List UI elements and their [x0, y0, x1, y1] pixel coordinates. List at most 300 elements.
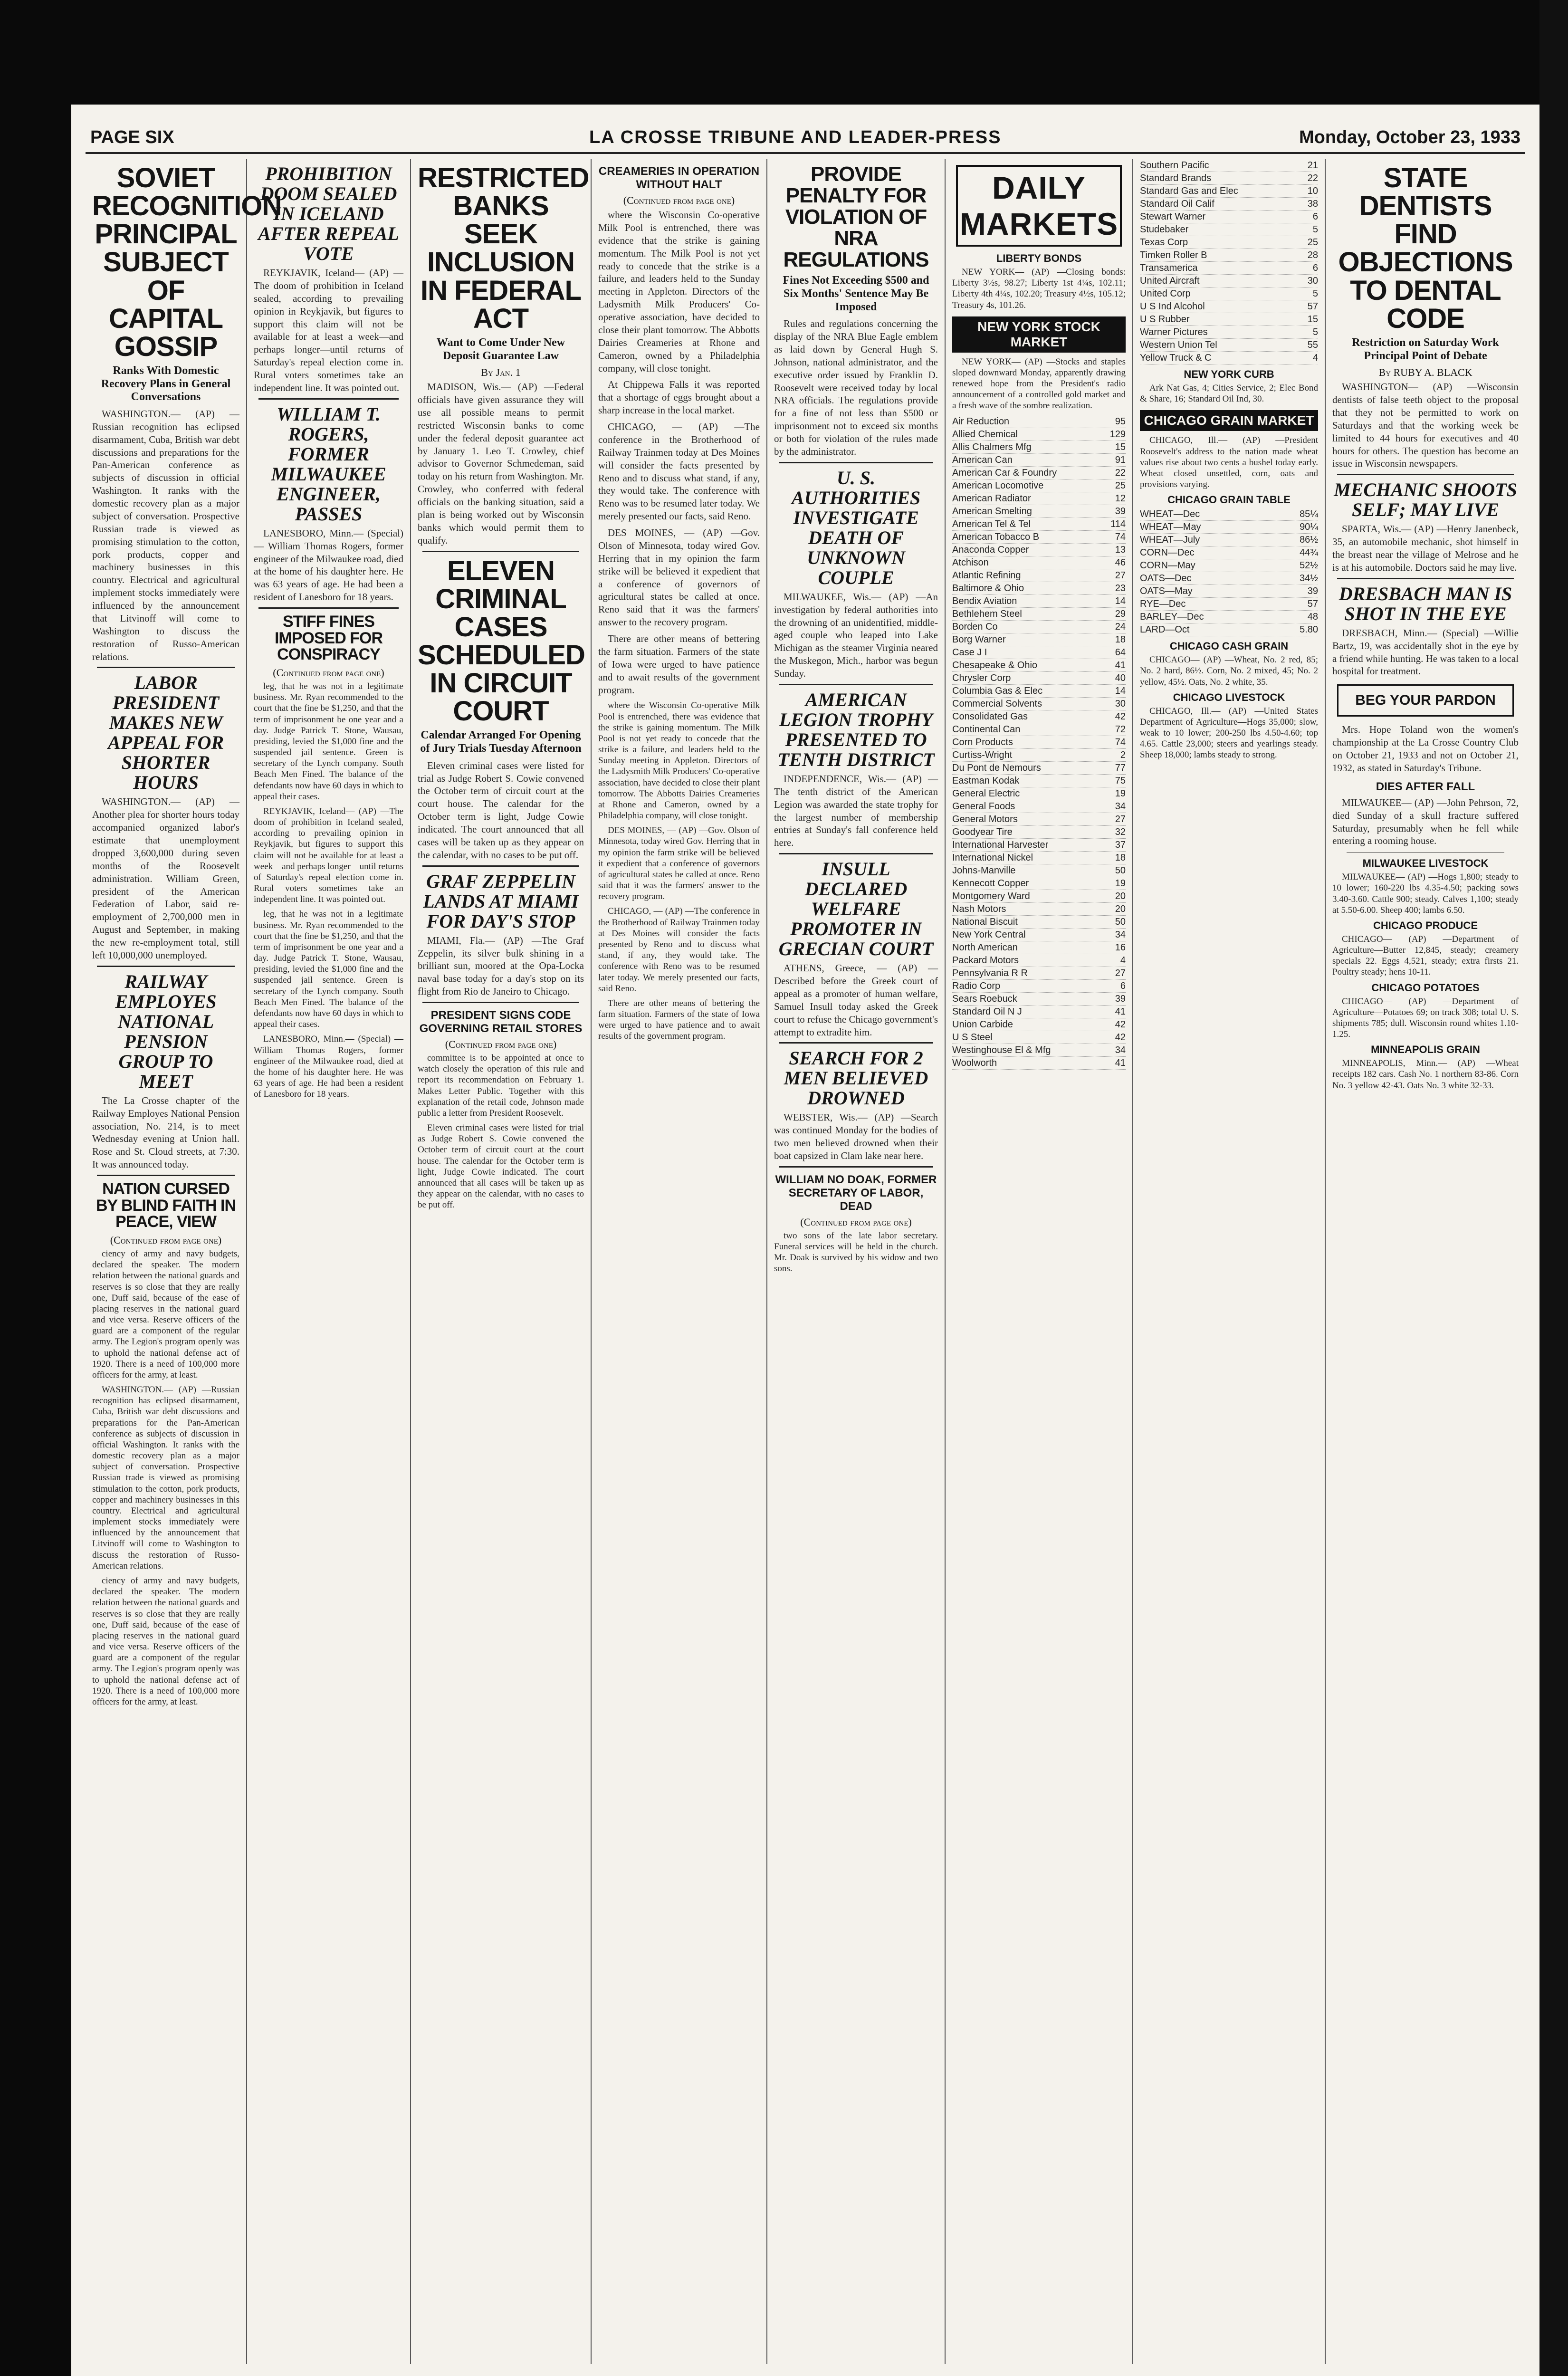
quote-name: Nash Motors [952, 903, 1006, 914]
quote-name: Warner Pictures [1140, 327, 1208, 337]
quote-row [952, 569, 1126, 582]
quote-name: U S Ind Alcohol [1140, 301, 1205, 312]
quote-value: 25 [1307, 237, 1318, 248]
quote-value: 19 [1115, 788, 1126, 799]
quote-name: Timken Roller B [1140, 250, 1207, 260]
quote-name: Continental Can [952, 724, 1021, 735]
quote-value: 39 [1115, 506, 1126, 517]
article-body: LANESBORO, Minn.— (Special) — William Thomas Rogers, former engineer of the Milwaukee road, died at the home of his daughter here. He was 63 years of age. He had been a resident of Lanesboro for 18 years. [254, 527, 403, 603]
article-body: Eleven criminal cases were listed for trial as Judge Robert S. Cowie convened the October term of circuit court at the court house. The calendar for the October term is light, Judge Cowie indicated. The court announced that all cases will be taken up as they appear on the calendar, with no cases to be put off. [418, 759, 584, 861]
quote-value: 86½ [1300, 535, 1318, 546]
quote-row [952, 877, 1126, 890]
quote-name: Studebaker [1140, 224, 1189, 235]
issue-date: Monday, October 23, 1933 [1299, 127, 1520, 147]
headline-insull: INSULL DECLARED WELFARE PROMOTER IN GRECIAN COURT [778, 858, 934, 960]
quote-value: 40 [1115, 672, 1126, 683]
quote-row [1140, 185, 1318, 198]
quote-row [1140, 508, 1318, 521]
quote-row [952, 467, 1126, 479]
quote-name: Du Pont de Nemours [952, 762, 1041, 773]
article-body-continued: CHICAGO, — (AP) —The conference in the Brotherhood of Railway Trainmen today at Des Moines will consider the facts presented by Reno and to discuss what stand, if any, they would take. The conference with Reno was to be resumed later today. We merely presented our facts, said Reno. [598, 906, 760, 994]
article-body: leg, that he was not in a legitimate business. Mr. Ryan recommended to the court that the fine be $1,250, and that the term of imprisonment be one year and a day. Judge Patrick T. Stone, Wausau, presiding, levied the $1,000 fine and the suspended jail sentence. Green is secretary of the Lynch company. South Beach Men Fined. The balance of the defendants now have 60 days in which to appeal their cases. [254, 681, 403, 802]
quote-name: Standard Brands [1140, 173, 1212, 183]
quote-row [1140, 559, 1318, 572]
quote-value: 6 [1312, 263, 1318, 273]
article-body: SPARTA, Wis.— (AP) —Henry Janenbeck, 35, an automobile mechanic, shot himself in the breast near the village of Melrose and he is at his automobile. Doctors said he may live. [1332, 523, 1519, 573]
quote-name: Union Carbide [952, 1019, 1013, 1030]
quote-value: 42 [1115, 1032, 1126, 1043]
headline-investigate-death: U. S. AUTHORITIES INVESTIGATE DEATH OF UNKNOWN COUPLE [791, 467, 921, 588]
quote-row [952, 1057, 1126, 1070]
quote-row [952, 531, 1126, 544]
chicago-produce-text: CHICAGO— (AP) —Department of Agriculture—Butter 12,845, steady; creamery specials 22. Eggs 4,521, steady; extra firsts 21. Poultry steady; hens 10-11. [1332, 934, 1519, 977]
quote-row [1140, 287, 1318, 300]
headline-graf-zeppelin: GRAF ZEPPELIN LANDS AT MIAMI FOR DAY'S STOP [423, 870, 579, 932]
quote-value: 5 [1312, 224, 1318, 235]
column-area [86, 159, 1525, 2364]
quote-row [952, 762, 1126, 775]
continued-note: (Continued from page one) [273, 667, 384, 679]
quote-value: 41 [1115, 660, 1126, 671]
quote-name: Texas Corp [1140, 237, 1188, 248]
quote-value: 4 [1120, 955, 1126, 966]
quote-value: 27 [1115, 570, 1126, 581]
quote-row [952, 852, 1126, 864]
grain-market-head: CHICAGO GRAIN MARKET [1140, 410, 1318, 431]
headline-doak-dead: WILLIAM NO DOAK, FORMER SECRETARY OF LABOR, DEAD [775, 1173, 937, 1213]
quote-row [952, 582, 1126, 595]
article-body: REYKJAVIK, Iceland— (AP) —The doom of prohibition in Iceland sealed, according to prevailing opinion in Reykjavik, but figures to support this claim will not be available for at least a week—and perhaps longer—until returns of Saturday's repeal election come in. Rural voters sometimes take an independent line. It was pointed out. [254, 267, 403, 393]
headline-william-rogers: WILLIAM T. ROGERS, FORMER MILWAUKEE ENGINEER, PASSES [271, 403, 386, 525]
quote-value: 13 [1115, 544, 1126, 555]
quote-row [952, 775, 1126, 787]
article-body: INDEPENDENCE, Wis.— (AP) —The tenth district of the American Legion was awarded the state trophy for the largest number of membership entries at Sunday's fall conference held here. [774, 773, 938, 849]
quote-row [952, 633, 1126, 646]
quote-name: Case J I [952, 647, 987, 658]
quote-name: Corn Products [952, 737, 1013, 747]
quote-name: General Electric [952, 788, 1020, 799]
divider [258, 398, 399, 400]
stock-quote-list [952, 415, 1126, 1070]
quote-row [1140, 585, 1318, 598]
quote-name: Columbia Gas & Elec [952, 685, 1043, 696]
article-body: ATHENS, Greece, — (AP) —Described before the Greek court of appeal as a promoter of human welfare, Samuel Insull today asked the Greek court to refuse the Chicago government's attempt to extradite him. [774, 962, 938, 1038]
chicago-produce-head: CHICAGO PRODUCE [1373, 919, 1478, 931]
quote-row [1140, 172, 1318, 185]
headline-creameries: CREAMERIES IN OPERATION WITHOUT HALT [598, 165, 760, 191]
quote-row [1140, 300, 1318, 313]
newspaper-name: LA CROSSE TRIBUNE AND LEADER-PRESS [589, 127, 1002, 147]
quote-value: 5 [1312, 288, 1318, 299]
quote-value: 22 [1307, 173, 1318, 183]
article-body: committee is to be appointed at once to watch closely the operation of this rule and report its recommendation on February 1. Makes Letter Public. Together with this explanation of the retail code, Johnson made public a letter from President Roosevelt. [418, 1053, 584, 1118]
article-body: At Chippewa Falls it was reported that a shortage of eggs brought about a sharp increase in the local market. [598, 379, 760, 416]
quote-value: 52½ [1300, 560, 1318, 571]
quote-value: 18 [1115, 634, 1126, 645]
byline: By Jan. 1 [481, 366, 521, 379]
daily-markets-title: DAILY MARKETS [956, 165, 1122, 247]
quote-row [952, 864, 1126, 877]
divider [97, 667, 235, 668]
quote-name: CORN—May [1140, 560, 1195, 571]
quote-name: Air Reduction [952, 416, 1010, 427]
quote-value: 72 [1115, 724, 1126, 735]
quote-value: 14 [1115, 595, 1126, 606]
quote-value: 42 [1115, 711, 1126, 722]
quote-value: 22 [1115, 467, 1126, 478]
article-body: DRESBACH, Minn.— (Special) —Willie Bartz, 19, was accidentally shot in the eye by a friend while hunting. He was taken to a local hospital for treatment. [1332, 627, 1519, 677]
quote-value: 50 [1115, 916, 1126, 927]
cash-grain-text: CHICAGO— (AP) —Wheat, No. 2 red, 85; No. 2 hard, 86½. Corn, No. 2 mixed, 45; No. 2 yellow, 45½. Oats, No. 2 white, 35. [1140, 655, 1318, 687]
quote-row [1140, 236, 1318, 249]
quote-row [952, 800, 1126, 813]
article-body: There are other means of bettering the farm situation. Farmers of the state of Iowa were urged to have patience and to await results of the government program. [598, 633, 760, 696]
milwaukee-livestock-text: MILWAUKEE— (AP) —Hogs 1,800; steady to 10 lower; 160-220 lbs 4.35-4.50; packing sows 3.40-3.60. Cattle 900; steady. Calves 1,100; steady at 5.50-6.00. Sheep 400; lambs 6.50. [1332, 872, 1519, 915]
quote-value: 77 [1115, 762, 1126, 773]
quote-name: Standard Oil N J [952, 1006, 1022, 1017]
quote-row [1140, 198, 1318, 211]
quote-row [1140, 159, 1318, 172]
article-body-continued: Eleven criminal cases were listed for trial as Judge Robert S. Cowie convened the October term of circuit court at the court house. The calendar for the October term is light, Judge Cowie indicated. The court announced that all cases will be taken up as they appear on the calendar, with no cases to be put off. [418, 1123, 584, 1210]
quote-row [1140, 339, 1318, 352]
quote-name: CORN—Dec [1140, 547, 1195, 558]
quote-value: 41 [1115, 1006, 1126, 1017]
quote-value: 48 [1307, 612, 1318, 623]
quote-name: Chesapeake & Ohio [952, 660, 1038, 671]
headline-labor-president: LABOR PRESIDENT MAKES NEW APPEAL FOR SHORTER HOURS [107, 672, 224, 794]
quote-value: 114 [1110, 518, 1126, 529]
quote-row [952, 980, 1126, 993]
divider [1347, 852, 1504, 853]
article-body: WEBSTER, Wis.— (AP) —Search was continued Monday for the bodies of two men believed drowned when their boat capsized in Clam lake near here. [774, 1111, 938, 1162]
subhead: Want to Come Under New Deposit Guarantee Law [436, 336, 565, 362]
liberty-bonds-text: NEW YORK— (AP) —Closing bonds: Liberty 3½s, 98.27; Liberty 1st 4¼s, 102.11; Liberty 4th 4¼s, 102.20; Treasury 4½s, 105.12; Treasury 4s, 101.26. [952, 267, 1126, 310]
column-2 [247, 159, 411, 2364]
quote-value: 90¼ [1300, 522, 1318, 533]
quote-value: 39 [1115, 993, 1126, 1004]
divider [422, 865, 579, 867]
quote-name: Kennecott Copper [952, 878, 1029, 889]
quote-value: 91 [1115, 454, 1126, 465]
cash-grain-head: CHICAGO CASH GRAIN [1169, 640, 1289, 652]
quote-row [952, 929, 1126, 941]
quote-row [1140, 223, 1318, 236]
quote-value: 28 [1307, 250, 1318, 260]
quote-name: OATS—Dec [1140, 573, 1192, 584]
quote-row [952, 903, 1126, 916]
quote-value: 15 [1115, 441, 1126, 452]
quote-row [952, 787, 1126, 800]
minneapolis-grain-text: MINNEAPOLIS, Minn.— (AP) —Wheat receipts 182 cars. Cash No. 1 northern 83-86. Corn No. 3 yellow 42-43. Oats No. 3 white 32-33. [1332, 1058, 1519, 1091]
article-body-continued: LANESBORO, Minn.— (Special) — William Thomas Rogers, former engineer of the Milwaukee road, died at the home of his daughter here. He was 63 years of age. He had been a resident of Lanesboro for 18 years. [254, 1034, 403, 1100]
quote-name: Standard Oil Calif [1140, 199, 1214, 209]
quote-name: Montgomery Ward [952, 891, 1030, 901]
quote-value: 37 [1115, 839, 1126, 850]
quote-row [952, 492, 1126, 505]
quote-value: 32 [1115, 826, 1126, 837]
quote-value: 27 [1115, 968, 1126, 978]
quote-value: 55 [1307, 340, 1318, 350]
quote-value: 50 [1115, 865, 1126, 876]
column-8 [1326, 159, 1525, 2364]
quote-value: 15 [1307, 314, 1318, 325]
quote-value: 2 [1120, 749, 1126, 760]
quote-name: BARLEY—Dec [1140, 612, 1204, 623]
quote-row [952, 1018, 1126, 1031]
divider [97, 1175, 235, 1176]
quote-value: 34 [1115, 801, 1126, 812]
article-body-continued: REYKJAVIK, Iceland— (AP) —The doom of prohibition in Iceland sealed, according to prevailing opinion in Reykjavik, but figures to support this claim will not be available for at least a week—and perhaps longer—until returns of Saturday's repeal election come in. Rural voters sometimes take an independent line. It was pointed out. [254, 806, 403, 905]
divider [779, 1042, 933, 1044]
quote-row [952, 749, 1126, 762]
quote-row [952, 595, 1126, 608]
quote-row [952, 723, 1126, 736]
quote-name: WHEAT—Dec [1140, 509, 1200, 520]
quote-row [952, 1044, 1126, 1057]
quote-value: 46 [1115, 557, 1126, 568]
quote-row [952, 428, 1126, 441]
scanner-margin-left [0, 0, 71, 2376]
quote-row [1140, 521, 1318, 534]
quote-name: International Harvester [952, 839, 1049, 850]
quote-name: Atlantic Refining [952, 570, 1021, 581]
subhead: Ranks With Domestic Recovery Plans in General Conversations [101, 364, 231, 403]
grain-quote-list [1140, 508, 1318, 636]
quote-value: 29 [1115, 608, 1126, 619]
quote-value: 4 [1312, 353, 1318, 363]
page-number: PAGE SIX [90, 127, 174, 147]
quote-name: Standard Gas and Elec [1140, 186, 1238, 196]
quote-value: 23 [1115, 583, 1126, 594]
headline-stiff-fines: STIFF FINES IMPOSED FOR CONSPIRACY [274, 613, 383, 664]
quote-value: 20 [1115, 903, 1126, 914]
scanner-margin-top [0, 0, 1568, 105]
beg-your-pardon-box: BEG YOUR PARDON [1337, 684, 1514, 717]
liberty-bonds-head: LIBERTY BONDS [996, 252, 1082, 264]
divider [779, 1166, 933, 1168]
headline-president-signs-code: PRESIDENT SIGNS CODE GOVERNING RETAIL STORES [419, 1009, 583, 1035]
headline-search-two-men: SEARCH FOR 2 MEN BELIEVED DROWNED [784, 1047, 928, 1109]
quote-row [952, 659, 1126, 672]
continued-note: (Continued from page one) [623, 194, 735, 206]
quote-row [952, 916, 1126, 929]
quote-row [952, 415, 1126, 428]
quote-name: Allis Chalmers Mfg [952, 441, 1032, 452]
quote-row [952, 672, 1126, 685]
divider [97, 966, 235, 967]
quote-value: 74 [1115, 737, 1126, 747]
quote-name: Packard Motors [952, 955, 1019, 966]
headline-soviet-recognition: SOVIET RECOGNITION PRINCIPAL SUBJECT OF CAPITAL GOSSIP [92, 163, 282, 362]
quote-value: 20 [1115, 891, 1126, 901]
quote-value: 34 [1115, 929, 1126, 940]
quote-row [1140, 211, 1318, 223]
article-body-continued: WASHINGTON.— (AP) —Russian recognition has eclipsed disarmament, Cuba, British war debt discussions and preparations for the Pan-American conference as subjects of discussion in official Washington. It ranks with the domestic recovery plan as a major subject of conversation. Prospective Russian trade is viewed as promising stimulation to the cotton, pork products, copper and machinery businesses in this country. Electrical and agricultural implement stocks immediately were influenced by the announcement that Litvinoff will come to Washington to discuss the restoration of Russo-American relations. [92, 1385, 239, 1571]
divider [1337, 578, 1514, 579]
quote-name: OATS—May [1140, 586, 1193, 597]
quote-value: 95 [1115, 416, 1126, 427]
article-body: WASHINGTON.— (AP) —Another plea for shorter hours today accompanied organized labor's estimate that unemployment dropped 3,600,000 during seven months of the Roosevelt administration. William Green, president of the American Federation of Labor, said re-employment of 2,700,000 men in August and September, in making the new re-employment total, still left 10,000,000 unemployed. [92, 796, 239, 961]
quote-row [1140, 313, 1318, 326]
quote-name: U S Steel [952, 1032, 993, 1043]
quote-row [952, 941, 1126, 954]
column-1 [86, 159, 282, 2364]
quote-row [952, 1031, 1126, 1044]
quote-row [1140, 262, 1318, 275]
quote-row [1140, 572, 1318, 585]
quote-row [1140, 249, 1318, 262]
article-body-continued: ciency of army and navy budgets, declared the speaker. The modern relation between the national guards and reserves is so close that they are really one, Duff said, because of the ease of placing reserves in the national guard and vice versa. Reserve officers of the guard are a component of the regular army. The Legion's program openly was to uphold the national defense act of 1920. There is a need of 100,000 more officers for the army, at least. [92, 1576, 239, 1707]
article-body: Rules and regulations concerning the display of the NRA Blue Eagle emblem as laid down by General Hugh S. Johnson, national administrator, and the executive order issued by Franklin D. Roosevelt were received today by local NRA officials. The regulations provide for a fine of not less than $500 or imprisonment not to exceed six months or both for violation of the rules made by the administrator. [774, 318, 938, 457]
article-body: WASHINGTON— (AP) —Wisconsin dentists of false teeth object to the proposal that they not be permitted to work on Saturdays and that the working week be limited to 44 hours for executives and 40 hours for others. The question has become an issue in Wisconsin newspapers. [1332, 381, 1519, 469]
quote-name: American Car & Foundry [952, 467, 1057, 478]
quote-name: American Can [952, 454, 1013, 465]
headline-railway-employes: RAILWAY EMPLOYES NATIONAL PENSION GROUP TO MEET [115, 970, 217, 1092]
quote-row [952, 839, 1126, 852]
quote-row [952, 556, 1126, 569]
article-body-continued: leg, that he was not in a legitimate business. Mr. Ryan recommended to the court that the fine be $1,250, and that the term of imprisonment be one year and a day. Judge Patrick T. Stone, Wausau, presiding, levied the $1,000 fine and the suspended jail sentence. Green is secretary of the Lynch company. South Beach Men Fined. The balance of the defendants now have 60 days in which to appeal their cases. [254, 909, 403, 1030]
quote-value: 38 [1307, 199, 1318, 209]
article-body: where the Wisconsin Co-operative Milk Pool is entrenched, there was evidence that the strike is gaining momentum. The Milk Pool is not yet ready to concede that the strike is a failure, and leaders held to the Sunday meeting in Appleton. Directors of the Ladysmith Milk Producers' Co-operative association, have decided to close their plant tomorrow. The Abbotts Dairies Creameries at Rhone and Cameron, owned by a Philadelphia company, will close tonight. [598, 209, 760, 374]
quote-row [952, 646, 1126, 659]
divider [779, 462, 933, 463]
article-body: ciency of army and navy budgets, declared the speaker. The modern relation between the national guards and reserves is so close that they are really one, Duff said, because of the ease of placing reserves in the national guard and vice versa. Reserve officers of the guard are a component of the regular army. The Legion's program openly was to uphold the national defense act of 1920. There is a need of 100,000 more officers for the army, at least. [92, 1249, 239, 1380]
quote-name: Consolidated Gas [952, 711, 1028, 722]
grain-market-text: CHICAGO, Ill.— (AP) —President Roosevelt's address to the nation made wheat values rise about two cents a bushel today early. Wheat closed unsettled, corn, oats and provisions varying. [1140, 435, 1318, 490]
quote-value: 41 [1115, 1057, 1126, 1068]
quote-name: Borden Co [952, 621, 998, 632]
quote-row [952, 441, 1126, 454]
quote-value: 42 [1115, 1019, 1126, 1030]
quote-name: WHEAT—May [1140, 522, 1201, 533]
quote-value: 75 [1115, 775, 1126, 786]
article-body: MADISON, Wis.— (AP) —Federal officials have given assurance they will use all possible means to permit restricted Wisconsin banks to come under the federal deposit guarantee act by January 1. Leo T. Crowley, chief advisor to Governor Schmedeman, said today on his return from Washington. Mr. Crowley, who conferred with federal officials on the banking situation, said a plan is being worked out by Wisconsin banks which would permit them to qualify. [418, 381, 584, 546]
quote-row [952, 967, 1126, 980]
quote-value: 24 [1115, 621, 1126, 632]
quote-value: 30 [1307, 276, 1318, 286]
headline-state-dentists: STATE DENTISTS FIND OBJECTIONS TO DENTAL CODE [1338, 163, 1513, 334]
quote-value: 30 [1115, 698, 1126, 709]
quote-name: Chrysler Corp [952, 672, 1011, 683]
quote-row [1140, 326, 1318, 339]
quote-row [952, 736, 1126, 749]
quote-name: Curtiss-Wright [952, 749, 1013, 760]
quote-name: Johns-Manville [952, 865, 1016, 876]
quote-name: North American [952, 942, 1018, 953]
quote-value: 57 [1307, 301, 1318, 312]
quote-row [952, 1006, 1126, 1018]
quote-name: American Radiator [952, 493, 1031, 504]
divider [779, 853, 933, 854]
quote-row [952, 505, 1126, 518]
column-4 [592, 159, 767, 2364]
article-body: WASHINGTON.— (AP) —Russian recognition has eclipsed disarmament, Cuba, British war debt discussions and preparations for the Pan-American conference as subjects of discussion in official Washington. It ranks with the domestic recovery plan as a major subject of conversation. Prospective Russian trade is viewed as promising stimulation to the cotton, pork products, copper and machinery businesses in this country. Electrical and agricultural implement stocks immediately were influenced by the announcement that Litvinoff will come to Washington to discuss the restoration of Russo-American relations. [92, 408, 239, 662]
stock-quote-list [1140, 159, 1318, 364]
quote-value: 6 [1120, 980, 1126, 991]
quote-row [952, 826, 1126, 839]
quote-row [952, 621, 1126, 633]
quote-value: 6 [1312, 211, 1318, 222]
quote-name: Pennsylvania R R [952, 968, 1028, 978]
quote-row [952, 993, 1126, 1006]
newspaper-page [71, 105, 1539, 2376]
quote-row [1140, 352, 1318, 364]
quote-value: 5.80 [1300, 624, 1318, 635]
continued-note: (Continued from page one) [445, 1038, 557, 1050]
quote-name: Western Union Tel [1140, 340, 1217, 350]
chicago-potatoes-text: CHICAGO— (AP) —Department of Agriculture—Potatoes 69; on track 308; total U. S. shipments 785; dull. Wisconsin round whites 1.10-1.25. [1332, 996, 1519, 1040]
column-7 [1133, 159, 1326, 2364]
quote-name: Eastman Kodak [952, 775, 1020, 786]
quote-name: U S Rubber [1140, 314, 1190, 325]
quote-value: 25 [1115, 480, 1126, 491]
article-body: MILWAUKEE— (AP) —John Pehrson, 72, died Sunday of a skull fracture suffered Saturday, presumably when he fell while entering a rooming house. [1332, 796, 1519, 847]
byline: By RUBY A. BLACK [1378, 366, 1472, 379]
quote-value: 129 [1109, 429, 1126, 440]
quote-row [952, 544, 1126, 556]
subhead: Calendar Arranged For Opening of Jury Trials Tuesday Afternoon [420, 729, 582, 755]
quote-value: 21 [1307, 160, 1318, 171]
quote-name: International Nickel [952, 852, 1033, 863]
quote-row [952, 518, 1126, 531]
article-body: MILWAUKEE, Wis.— (AP) —An investigation by federal authorities into the drowning of an unidentified, middle-aged couple who leaped into Lake Michigan as the steamer Virginia neared the Muskegon, Mich., harbor was begun Sunday. [774, 591, 938, 680]
quote-name: Bethlehem Steel [952, 608, 1022, 619]
quote-name: LARD—Oct [1140, 624, 1190, 635]
column-5 [767, 159, 946, 2364]
headline-restricted-banks: RESTRICTED BANKS SEEK INCLUSION IN FEDERAL ACT [418, 163, 589, 334]
column-6 [946, 159, 1133, 2364]
article-body: The La Crosse chapter of the Railway Employes National Pension association, No. 214, is to meet Wednesday evening at Union hall. Rose and St. Cloud streets, at 7:30. It was announced today. [92, 1094, 239, 1170]
quote-name: United Aircraft [1140, 276, 1200, 286]
quote-name: General Motors [952, 814, 1018, 824]
livestock-head: CHICAGO LIVESTOCK [1173, 691, 1285, 703]
quote-value: 18 [1115, 852, 1126, 863]
quote-name: Commercial Solvents [952, 698, 1042, 709]
quote-name: Bendix Aviation [952, 595, 1017, 606]
quote-name: American Locomotive [952, 480, 1044, 491]
article-body: two sons of the late labor secretary. Funeral services will be held in the church. Mr. Doak is survived by his widow and two sons. [774, 1230, 938, 1274]
quote-row [1140, 275, 1318, 287]
quote-row [952, 454, 1126, 467]
quote-name: New York Central [952, 929, 1026, 940]
divider [422, 551, 579, 552]
nyse-text: NEW YORK— (AP) —Stocks and staples sloped downward Monday, apparently drawing renewed hope from the President's radio announcement of a controlled gold market and a fresh wave of the sombre realization. [952, 356, 1126, 411]
quote-value: 16 [1115, 942, 1126, 953]
column-3 [411, 159, 592, 2364]
quote-value: 39 [1307, 586, 1318, 597]
headline-legion-trophy: AMERICAN LEGION TROPHY PRESENTED TO TENTH DISTRICT [777, 689, 935, 770]
quote-name: Borg Warner [952, 634, 1006, 645]
quote-name: RYE—Dec [1140, 599, 1186, 610]
quote-name: Radio Corp [952, 980, 1001, 991]
headline-mechanic-shoots: MECHANIC SHOOTS SELF; MAY LIVE [1334, 479, 1517, 521]
headline-dies-after-fall: DIES AFTER FALL [1376, 780, 1475, 793]
quote-value: 12 [1115, 493, 1126, 504]
quote-row [952, 813, 1126, 826]
nyse-head: NEW YORK STOCK MARKET [952, 316, 1126, 353]
quote-name: Baltimore & Ohio [952, 583, 1024, 594]
quote-name: Sears Roebuck [952, 993, 1017, 1004]
subhead: Fines Not Exceeding $500 and Six Months' Sentence May Be Imposed [783, 274, 929, 313]
headline-provide-penalty: PROVIDE PENALTY FOR VIOLATION OF NRA REGULATIONS [783, 163, 929, 271]
quote-row [1140, 534, 1318, 546]
quote-name: Goodyear Tire [952, 826, 1013, 837]
quote-name: General Foods [952, 801, 1015, 812]
quote-row [952, 954, 1126, 967]
quote-name: Woolworth [952, 1057, 997, 1068]
divider [1337, 474, 1514, 475]
article-body-continued: There are other means of bettering the farm situation. Farmers of the state of Iowa were urged to have patience and to await results of the government program. [598, 998, 760, 1042]
